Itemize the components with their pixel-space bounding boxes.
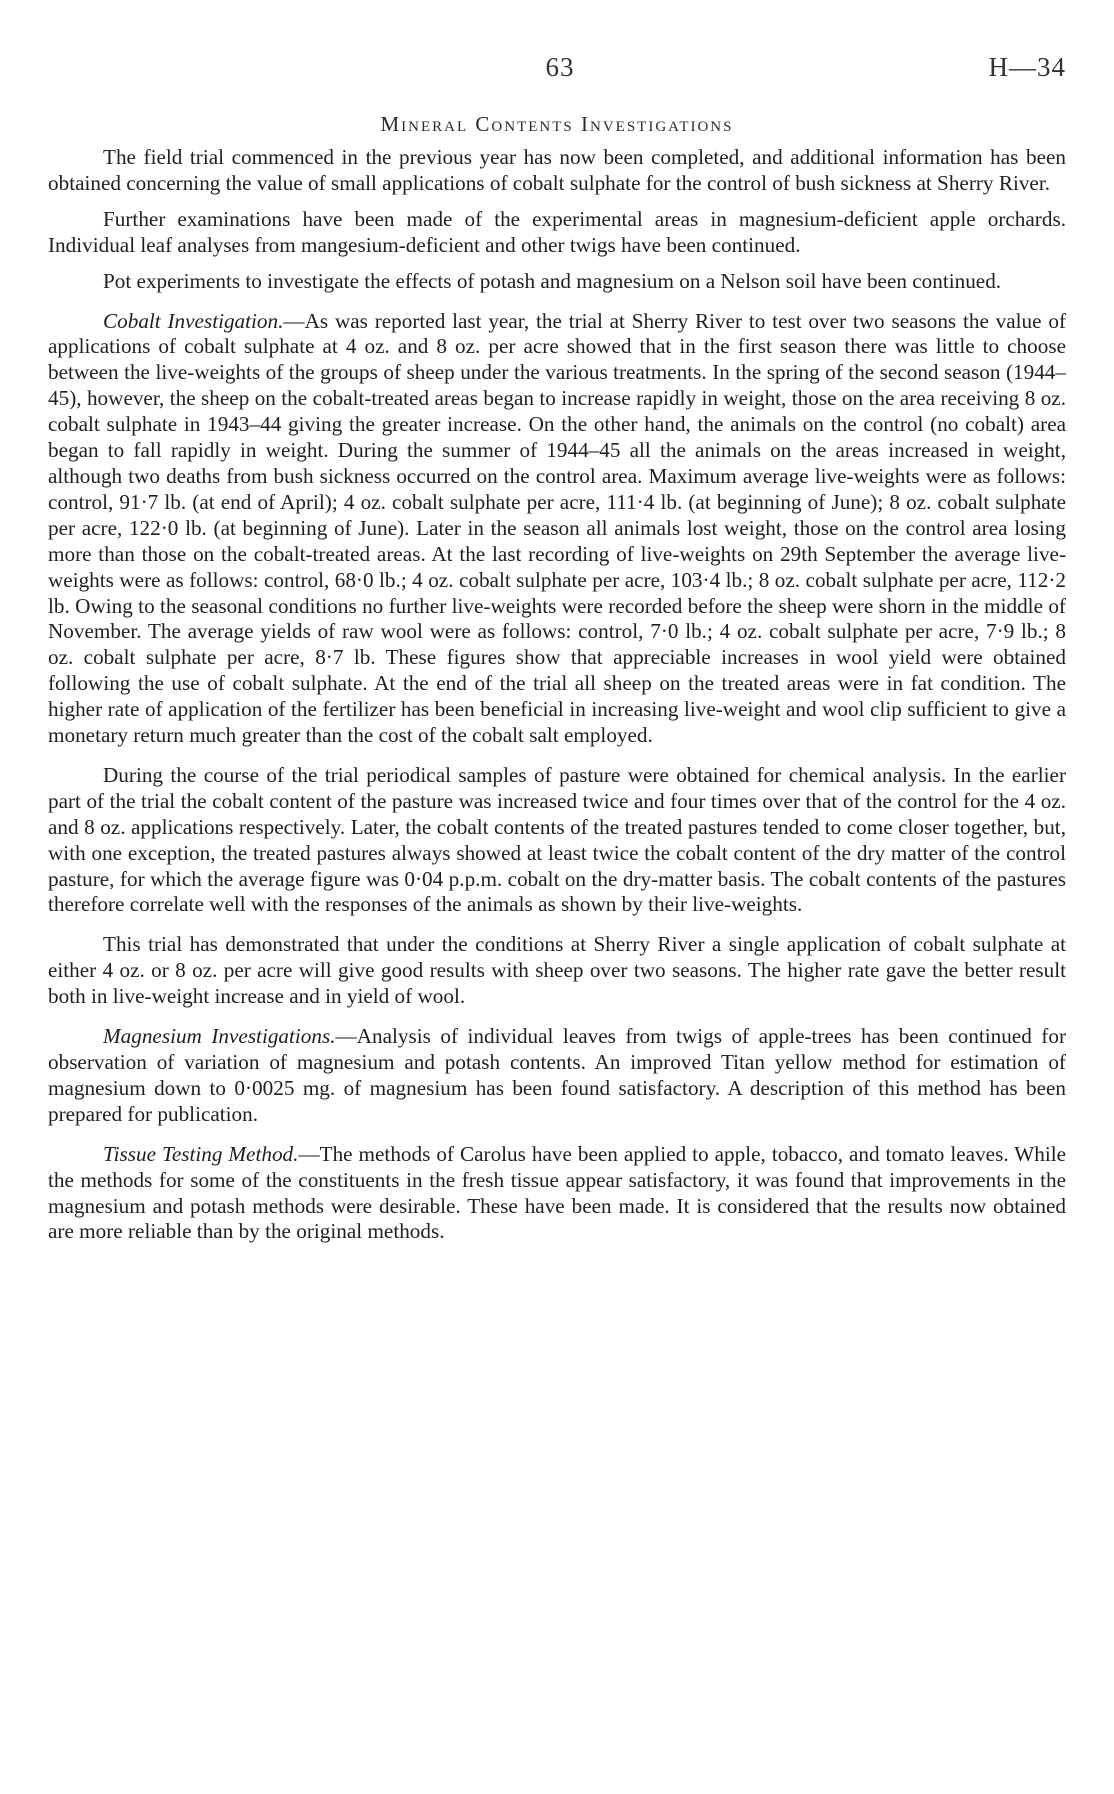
section-title: Mineral Contents Investigations (380, 112, 734, 136)
paragraph-cobalt-investigation (48, 309, 1066, 749)
paragraph-text: —The methods of Carolus have been applied to apple, tobacco, and tomato leaves. While the methods for some of the constituents in the fresh tissue appear satisfactory, it was found that improvements in the magnesium and potash methods were desirable. These have been made. It is considered that the results now obtained are more reliable than by the original methods. (48, 1141, 1066, 1244)
paragraph-apple-orchards (48, 207, 1066, 259)
paragraph-tissue-testing (48, 1142, 1066, 1246)
paragraph-text: This trial has demonstrated that under the conditions at Sherry River a single application of cobalt sulphate at either 4 oz. or 8 oz. per acre will give good results with sheep over two seasons. The higher rate gave the better result both in live-weight increase and in yield of wool. (48, 932, 1066, 1009)
paragraph-text: —Analysis of individual leaves from twigs of apple-trees has been continued for observation of variation of magnesium and potash contents. An improved Titan yellow method for estimation of magnesium down to 0·0025 mg. of magnesium has been found satisfactory. A description of this method has been prepared for publication. (48, 1024, 1066, 1126)
subheading-cobalt-investigation: Cobalt Investigation. (103, 308, 284, 333)
paragraph-text: Further examinations have been made of the experimental areas in magnesium-deficient apple orchards. Individual leaf analyses from mangesium-deficient and other twigs have been continued. (48, 206, 1066, 257)
paragraph-field-trial (48, 145, 1066, 197)
body-text (48, 145, 1066, 1255)
subheading-tissue-testing: Tissue Testing Method. (103, 1141, 299, 1166)
subheading-magnesium-investigations: Magnesium Investigations. (103, 1024, 336, 1049)
paragraph-text: The field trial commenced in the previous year has now been completed, and additional information has been obtained concerning the value of small applications of cobalt sulphate for the control of bush sickness at Sherry River. (48, 145, 1066, 195)
page-number: 63 (545, 52, 575, 82)
paragraph-pot-experiments (48, 269, 1066, 295)
paragraph-text: Pot experiments to investigate the effects of potash and magnesium on a Nelson soil have been continued. (103, 268, 1002, 293)
paragraph-trial-conclusion (48, 932, 1066, 1010)
paragraph-text: —As was reported last year, the trial at Sherry River to test over two seasons the value of applications of cobalt sulphate at 4 oz. and 8 oz. per acre showed that in the first season there was little to choose between the live-weights of the groups of sheep under the various treatments. In the spring of the second season (1944–45), however, the sheep on the cobalt-treated areas began to increase rapidly in weight, those on the area receiving 8 oz. cobalt sulphate in 1943–44 giving the greater increase. On the other hand, the animals on the control (no cobalt) area began to fall rapidly in weight. During the summer of 1944–45 all the animals on the areas increased in weight, although two deaths from bush sickness occurred on the control area. Maximum average live-weights were as follows: control, 91·7 lb. (at end of April); 4 oz. cobalt sulphate per acre, 111·4 lb. (at beginning of June); 8 oz. cobalt sulphate per acre, 122·0 lb. (at beginning of June). Later in the season all animals lost weight, those on the control area losing more than those on the cobalt-treated areas. At the last recording of live-weights on 29th September the average live-weights were as follows: control, 68·0 lb.; 4 oz. cobalt sulphate per acre, 103·4 lb.; 8 oz. cobalt sulphate per acre, 112·2 lb. Owing to the seasonal conditions no further live-weights were recorded before the sheep were shorn in the middle of November. The average yields of raw wool were as follows: control, 7·0 lb.; 4 oz. cobalt sulphate per acre, 7·9 lb.; 8 oz. cobalt sulphate per acre, 8·7 lb. These figures show that appreciable increases in wool yield were obtained following the use of cobalt sulphate. At the end of the trial all sheep on the treated areas were in fat condition. The higher rate of application of the fertilizer has been beneficial in increasing live-weight and wool clip sufficient to give a monetary return much greater than the cost of the cobalt salt employed. (48, 308, 1067, 748)
report-code: H—34 (988, 52, 1066, 82)
paragraph-pasture-samples (48, 763, 1066, 918)
paragraph-magnesium-investigations (48, 1024, 1066, 1128)
paragraph-text: During the course of the trial periodical samples of pasture were obtained for chemical analysis. In the earlier part of the trial the cobalt content of the pasture was increased twice and four times over that of the control for the 4 oz. and 8 oz. applications respectively. Later, the cobalt contents of the treated pastures tended to come closer together, but, with one exception, the treated pastures always showed at least twice the cobalt content of the dry matter of the control pasture, for which the average figure was 0·04 p.p.m. cobalt on the dry-matter basis. The cobalt contents of the pastures therefore correlate well with the responses of the animals as shown by their live-weights. (48, 762, 1066, 917)
